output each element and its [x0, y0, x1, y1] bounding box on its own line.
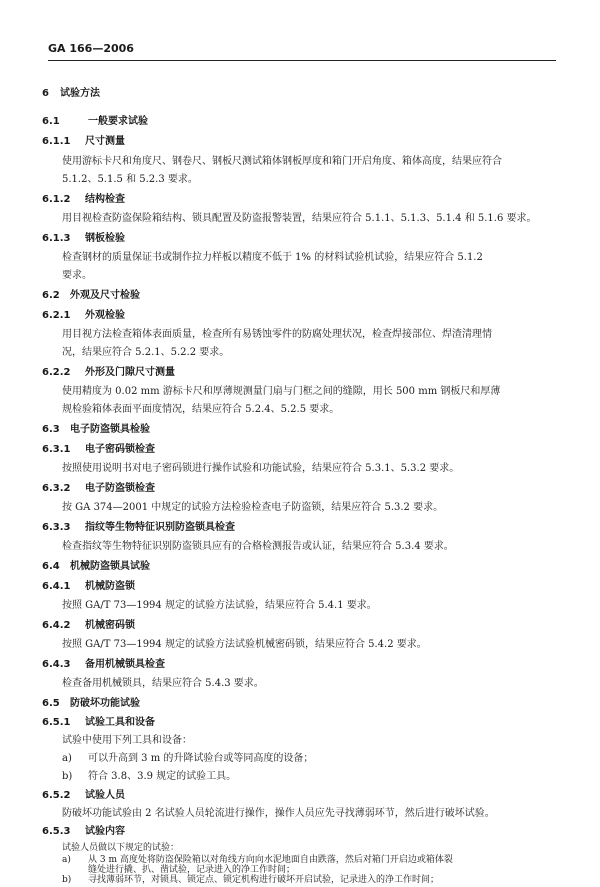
paragraph-line: 检查钢材的质量保证书或制作拉力样板以精度不低于 1% 的材料试验机试验，结果应符合 5.1.2: [62, 252, 483, 263]
paragraph-line: 按照 GA/T 73—1994 规定的试验方法试验机械密码锁，结果应符合 5.4.2 要求。: [62, 639, 427, 650]
paragraph-line: 使用精度为 0.02 mm 游标卡尺和厚薄规测量门扇与门框之间的缝隙，用长 500 mm 钢板尺和厚薄: [62, 386, 501, 397]
document-id: GA 166—2006: [48, 42, 134, 55]
header-rule: [48, 60, 556, 61]
paragraph-line: 规检验箱体表面平面度情况，结果应符合 5.2.4、5.2.5 要求。: [62, 404, 340, 415]
paragraph-line: 用目视方法检查箱体表面质量，检查所有易锈蚀零件的防腐处理状况，检查焊接部位、焊渣清理情: [62, 329, 492, 340]
paragraph-line: 检查备用机械锁具，结果应符合 5.4.3 要求。: [62, 678, 264, 689]
paragraph-line: 试验中使用下列工具和设备：: [62, 735, 192, 746]
paragraph-line: 防破坏功能试验由 2 名试验人员轮流进行操作，操作人员应先寻找薄弱环节，然后进行破坏试验。: [62, 808, 495, 819]
document-page: GA 166—2006 6 试验方法 6.1 一般要求试验 6.1.1 尺寸测量 使用游标卡尺和角度尺、钢卷尺、钢板尺测试箱体钢板厚度和箱门开启角度、箱体高度，结果应符合 5.1.2、5.1.5 和 5.2.3 要求。 6.1.2 结构检查 用目视检查防盗保险箱结构、锁具配置及防盗报警装置，结果应符合 5.1.1、5.1.3、5.1.4 和 5.1.6 要求。 6.1.3 钢板检验 检查钢材的质量保证书或制作拉力样板以精度不低于 1% 的材料试验机试验，结果应符合 5.1.2 要求。 6.2 外观及尺寸检验 6.2.1 外观检验 用目视方法检查箱体表面质量，检查所有易锈蚀零件的防腐处理状况，检查焊接部位、焊渣清理情 况，结果应符合 5.2.1、5.2.2 要求。 6.2.2 外形及门隙尺寸测量 使用精度为 0.02 mm 游标卡尺和厚薄规测量门扇与门框之间的缝隙，用长 500 mm 钢板尺和厚薄 规检验箱体表面平面度情况，结果应符合 5.2.4、5.2.5 要求。 6.3 电子防盗锁具检验 6.3.1 电子密码锁检查 按照使用说明书对电子密码锁进行操作试验和功能试验，结果应符合 5.3.1、5.3.2 要求。 6.3.2 电子防盗锁检查 按 GA 374—2001 中规定的试验方法检验检查电子防盗锁，结果应符合 5.3.2 要求。 6.3.3 指纹等生物特征识别防盗锁具检查 检查指纹等生物特征识别防盗锁具应有的合格检测报告或认证，结果应符合 5.3.4 要求。 6.4 机械防盗锁具试验 6.4.1 机械防盗锁 按照 GA/T 73—1994 规定的试验方法试验，结果应符合 5.4.1 要求。 6.4.2 机械密码锁 按照 GA/T 73—1994 规定的试验方法试验机械密码锁，结果应符合 5.4.2 要求。 6.4.3 备用机械锁具检查 检查备用机械锁具，结果应符合 5.4.3 要求。 6.5 防破坏功能试验 6.5.1 试验工具和设备 试验中使用下列工具和设备： a) 可以升高到 3 m 的升降试验台或等同高度的设备； b) 符合 3.8、3.9 规定的试验工具。 6.5.2 试验人员 防破坏功能试验由 2 名试验人员轮流进行操作，操作人员应先寻找薄弱环节，然后进行破坏试验。 6.5.3 试验内容: [0, 0, 600, 887]
paragraph-line: 况，结果应符合 5.2.1、5.2.2 要求。: [62, 347, 230, 358]
list-item-continuation: 缝处进行撬、扒、凿试验，记录进入的净工作时间；: [88, 865, 296, 875]
paragraph-line: 5.1.2、5.1.5 和 5.2.3 要求。: [62, 174, 198, 185]
paragraph-line: 要求。: [62, 270, 92, 281]
paragraph-line: 试验人员做以下规定的试验：: [62, 843, 180, 853]
paragraph-line: 按照 GA/T 73—1994 规定的试验方法试验，结果应符合 5.4.1 要求。: [62, 600, 377, 611]
lower-content: 试验人员做以下规定的试验： a) 从 3 m 高度处将防盗保险箱以对角线方向向水泥地面自由跌落，然后对箱门开启边或箱体裂 缝处进行撬、扒、凿试验，记录进入的净工作时间； b) 寻找薄弱环节，对锁具、锁定点、锁定机构进行破坏开启试验，记录进入的净工作时间；: [62, 843, 453, 885]
paragraph-line: 用目视检查防盗保险箱结构、锁具配置及防盗报警装置，结果应符合 5.1.1、5.1.3、5.1.4 和 5.1.6 要求。: [62, 213, 537, 224]
paragraph-line: 按 GA 374—2001 中规定的试验方法检验检查电子防盗锁，结果应符合 5.3.2 要求。: [62, 502, 444, 513]
paragraph-line: 检查指纹等生物特征识别防盗锁具应有的合格检测报告或认证，结果应符合 5.3.4 要求。: [62, 541, 454, 552]
paragraph-line: 使用游标卡尺和角度尺、钢卷尺、钢板尺测试箱体钢板厚度和箱门开启角度、箱体高度，结果应符合: [62, 156, 502, 167]
paragraph-line: 按照使用说明书对电子密码锁进行操作试验和功能试验，结果应符合 5.3.1、5.3.2 要求。: [62, 463, 460, 474]
